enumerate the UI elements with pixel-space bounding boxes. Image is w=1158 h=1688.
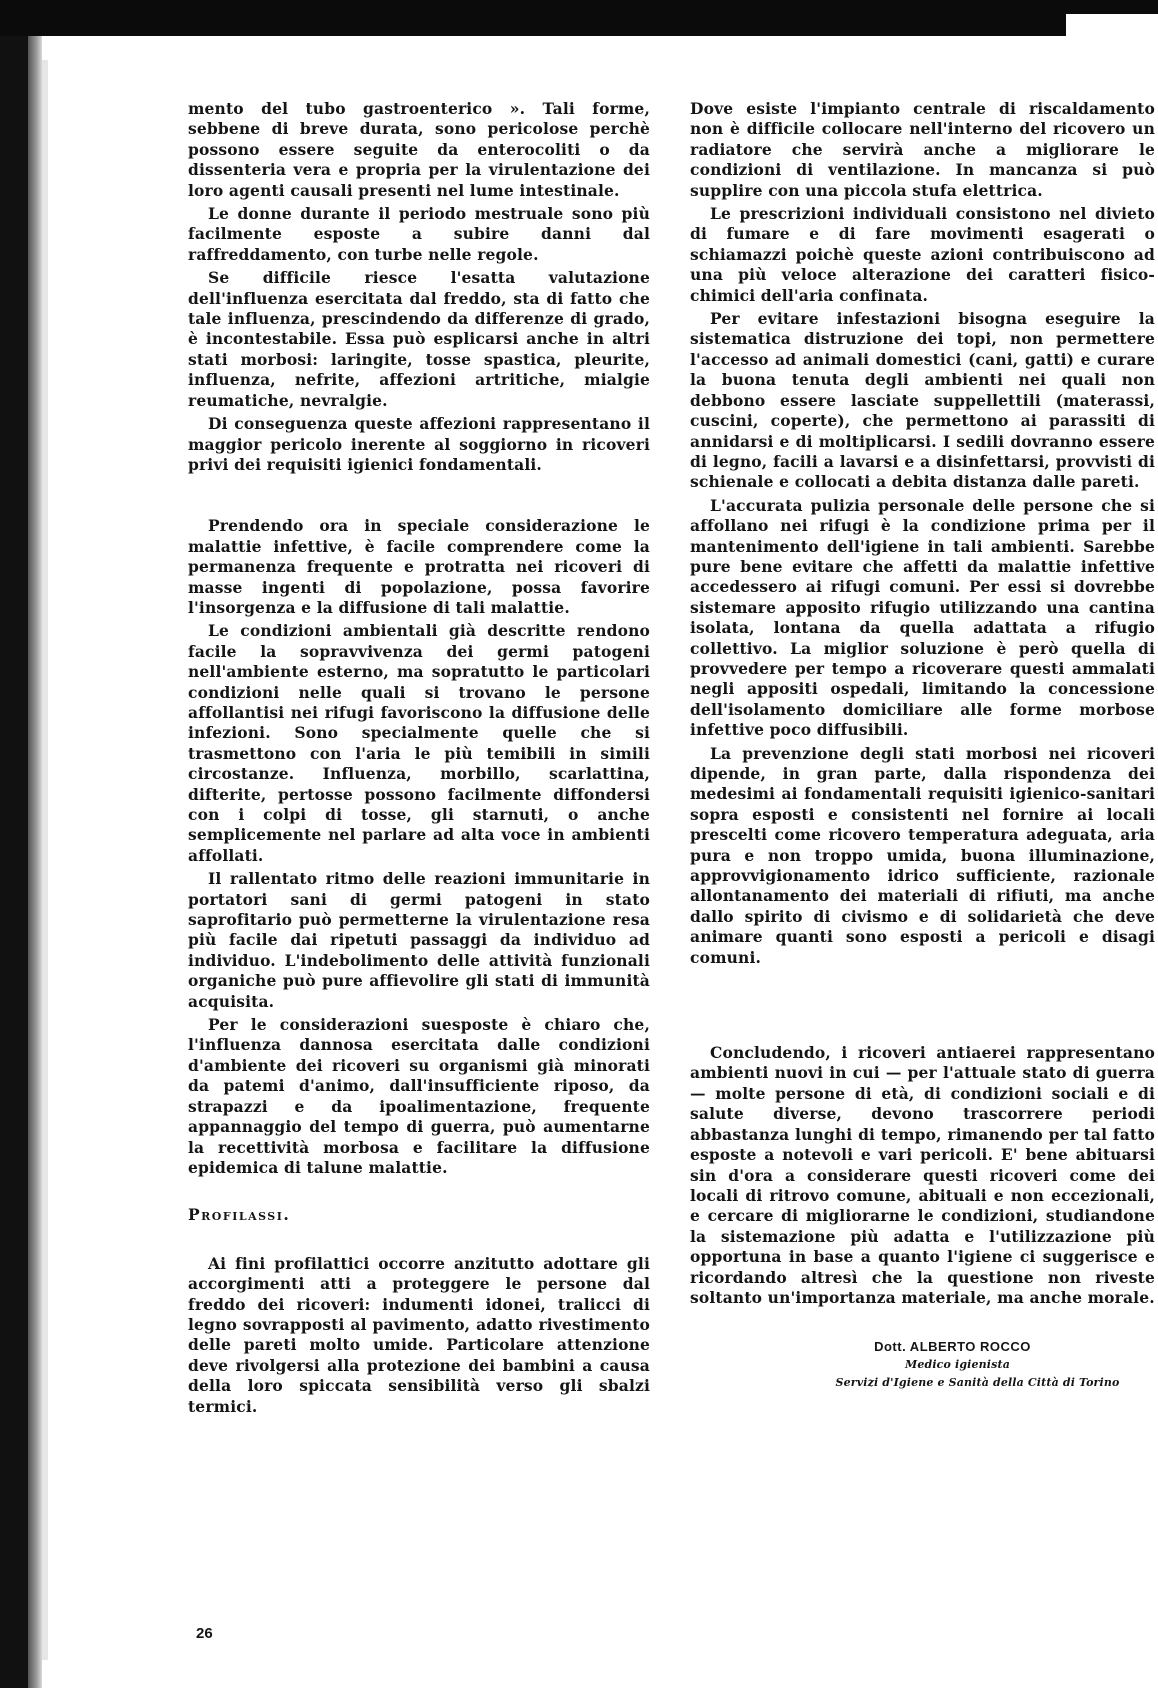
paragraph: Concludendo, i ricoveri antiaerei rappresentano ambienti nuovi in cui — per l'attuale stato di guerra — molte persone di età, di condizioni sociali e di salute diverse, devono trascorrere periodi abbastanza lunghi di tempo, rimanendo per tal fatto esposte a notevoli e vari pericoli. E' bene abituarsi sin d'ora a considerare questi ricoveri come dei locali di ritrovo comune, abituali e non eccezionali, e cercare di migliorarne le condizioni, studiandone la sistemazione più adatta e l'utilizzazione più opportuna in base a quanto l'igiene ci suggerisce e ricordando altresì che la questione non riveste soltanto un'importanza materiale, ma anche morale. [690,1043,1155,1307]
paragraph: Ai fini profilattici occorre anzitutto adottare gli accorgimenti atti a proteggere le persone dal freddo dei ricoveri: indumenti idonei, tralicci di legno sovrapposti al pavimento, adatto rivestimento delle pareti molto umide. Particolare attenzione deve rivolgersi alla protezione dei bambini a causa della loro spiccata sensibilità verso gli sbalzi termici. [188,1253,650,1416]
page-number: 26 [196,1625,213,1642]
scan-top-border [0,0,1158,36]
section-heading-profilassi: Profilassi. [188,1205,291,1225]
paragraph: Prendendo ora in speciale considerazione le malattie infettive, è facile comprendere come la permanenza frequente e protratta nei ricoveri di masse ingenti di popolazione, possa favorire l'insorgenza e la diffusione di tali malattie. [188,516,650,617]
section-gap [690,971,1155,1043]
paragraph: Per evitare infestazioni bisogna eseguire la sistematica distruzione dei topi, non permettere l'accesso ad animali domestici (cani, gatti) e curare la buona tenuta degli ambienti nei quali non debbono essere lasciate suppellettili (materassi, cuscini, coperte), che permettono ai parassiti di annidarsi e di moltiplicarsi. I sedili dovranno essere di legno, facili a lavarsi e a disinfettarsi, provvisti di schienale e collocati a debita distanza dalle pareti. [690,309,1155,492]
paragraph: Le condizioni ambientali già descritte rendono facile la sopravvivenza dei germi patogeni nell'ambiente esterno, ma sopratutto le particolari condizioni nelle quali si trovano le persone affollantisi nei rifugi favoriscono la diffusione delle infezioni. Sono specialmente quelle che si trasmettono con l'aria le più temibili in simili circostanze. Influenza, morbillo, scarlattina, difterite, pertosse possono facilmente diffondersi con i colpi di tosse, gli starnuti, o anche semplicemente nel parlare ad alta voce in ambienti affollati. [188,621,650,865]
paragraph: Per le considerazioni suesposte è chiaro che, l'influenza dannosa esercitata dalle condizioni d'ambiente dei ricoveri su organismi già minorati da patemi d'animo, dall'insufficiente riposo, da strapazzi e da ipoalimentazione, frequente appannaggio del tempo di guerra, può aumentarne la recettività morbosa e facilitare la diffusione epidemica di talune malattie. [188,1015,650,1177]
paragraph: Le donne durante il periodo mestruale sono più facilmente esposte a subire danni dal raffreddamento, con turbe nelle regole. [188,204,650,264]
scan-binding-highlight [42,60,48,1660]
author-name: Dott. ALBERTO ROCCO [874,1339,1031,1355]
paragraph: Il rallentato ritmo delle reazioni immunitarie in portatori sani di germi patogeni in stato saprofitario può permetterne la virulentazione resa più facile dai ripetuti passaggi da individuo ad individuo. L'indebolimento delle attività funzionali organiche può pure affievolire gli stati di immunità acquisita. [188,869,650,1011]
section-gap [188,478,650,516]
scan-binding-shadow [28,36,42,1688]
author-role: Medico igienista [905,1358,1010,1372]
section-gap [188,1181,650,1205]
paragraph: Dove esiste l'impianto centrale di riscaldamento non è difficile collocare nell'interno del ricovero un radiatore che servirà anche a migliorare le condizioni di ventilazione. In mancanza si può supplire con una piccola stufa elettrica. [690,99,1155,200]
author-department: Servizi d'Igiene e Sanità della Città di Torino [835,1376,1120,1390]
left-column [188,99,650,1420]
paragraph: Le prescrizioni individuali consistono nel divieto di fumare e di fare movimenti esagerati o schiamazzi poichè queste azioni contribuiscono ad una più veloce alterazione dei caratteri fisico-chimici dell'aria confinata. [690,204,1155,305]
paragraph: Se difficile riesce l'esatta valutazione dell'influenza esercitata dal freddo, sta di fatto che tale influenza, prescindendo da differenze di grado, è incontestabile. Essa può esplicarsi anche in altri stati morbosi: laringite, tosse spastica, pleurite, influenza, nefrite, affezioni artritiche, mialgie reumatiche, nevralgie. [188,268,650,410]
scan-top-notch [1066,14,1158,48]
paragraph: L'accurata pulizia personale delle persone che si affollano nei rifugi è la condizione prima per il mantenimento dell'igiene in tali ambienti. Sarebbe pure bene evitare che affetti da malattie infettive accedessero ai rifugi comuni. Per essi si dovrebbe sistemare apposito rifugio utilizzando una cantina isolata, lontana da quella adattata a rifugio collettivo. La miglior soluzione è però quella di provvedere per tempo a ricoverare questi ammalati negli appositi ospedali, limitando la concessione dell'isolamento domiciliare alle forme morbose infettive poco diffusibili. [690,495,1155,740]
paragraph: La prevenzione degli stati morbosi nei ricoveri dipende, in gran parte, dalla rispondenza dei medesimi ai fondamentali requisiti igienico-sanitari sopra esposti e consistenti nel fornire ai locali prescelti come ricovero temperatura adeguata, aria pura e non troppo umida, buona illuminazione, approvvigionamento idrico sufficiente, razionale allontanamento dei materiali di rifiuti, ma anche dallo spirito di civismo e di solidarietà che deve animare quanti sono esposti a pericoli e disagi comuni. [690,743,1155,967]
author-signature [690,1338,1155,1392]
paragraph: Di conseguenza queste affezioni rappresentano il maggior pericolo inerente al soggiorno in ricoveri privi dei requisiti igienici fondamentali. [188,414,650,474]
scan-binding-edge [0,36,28,1688]
paragraph: mento del tubo gastroenterico ». Tali forme, sebbene di breve durata, sono pericolose perchè possono essere seguite da enterocoliti o da dissenteria vera e propria per la virulentazione dei loro agenti causali presenti nel lume intestinale. [188,99,650,200]
right-column [690,99,1155,1392]
